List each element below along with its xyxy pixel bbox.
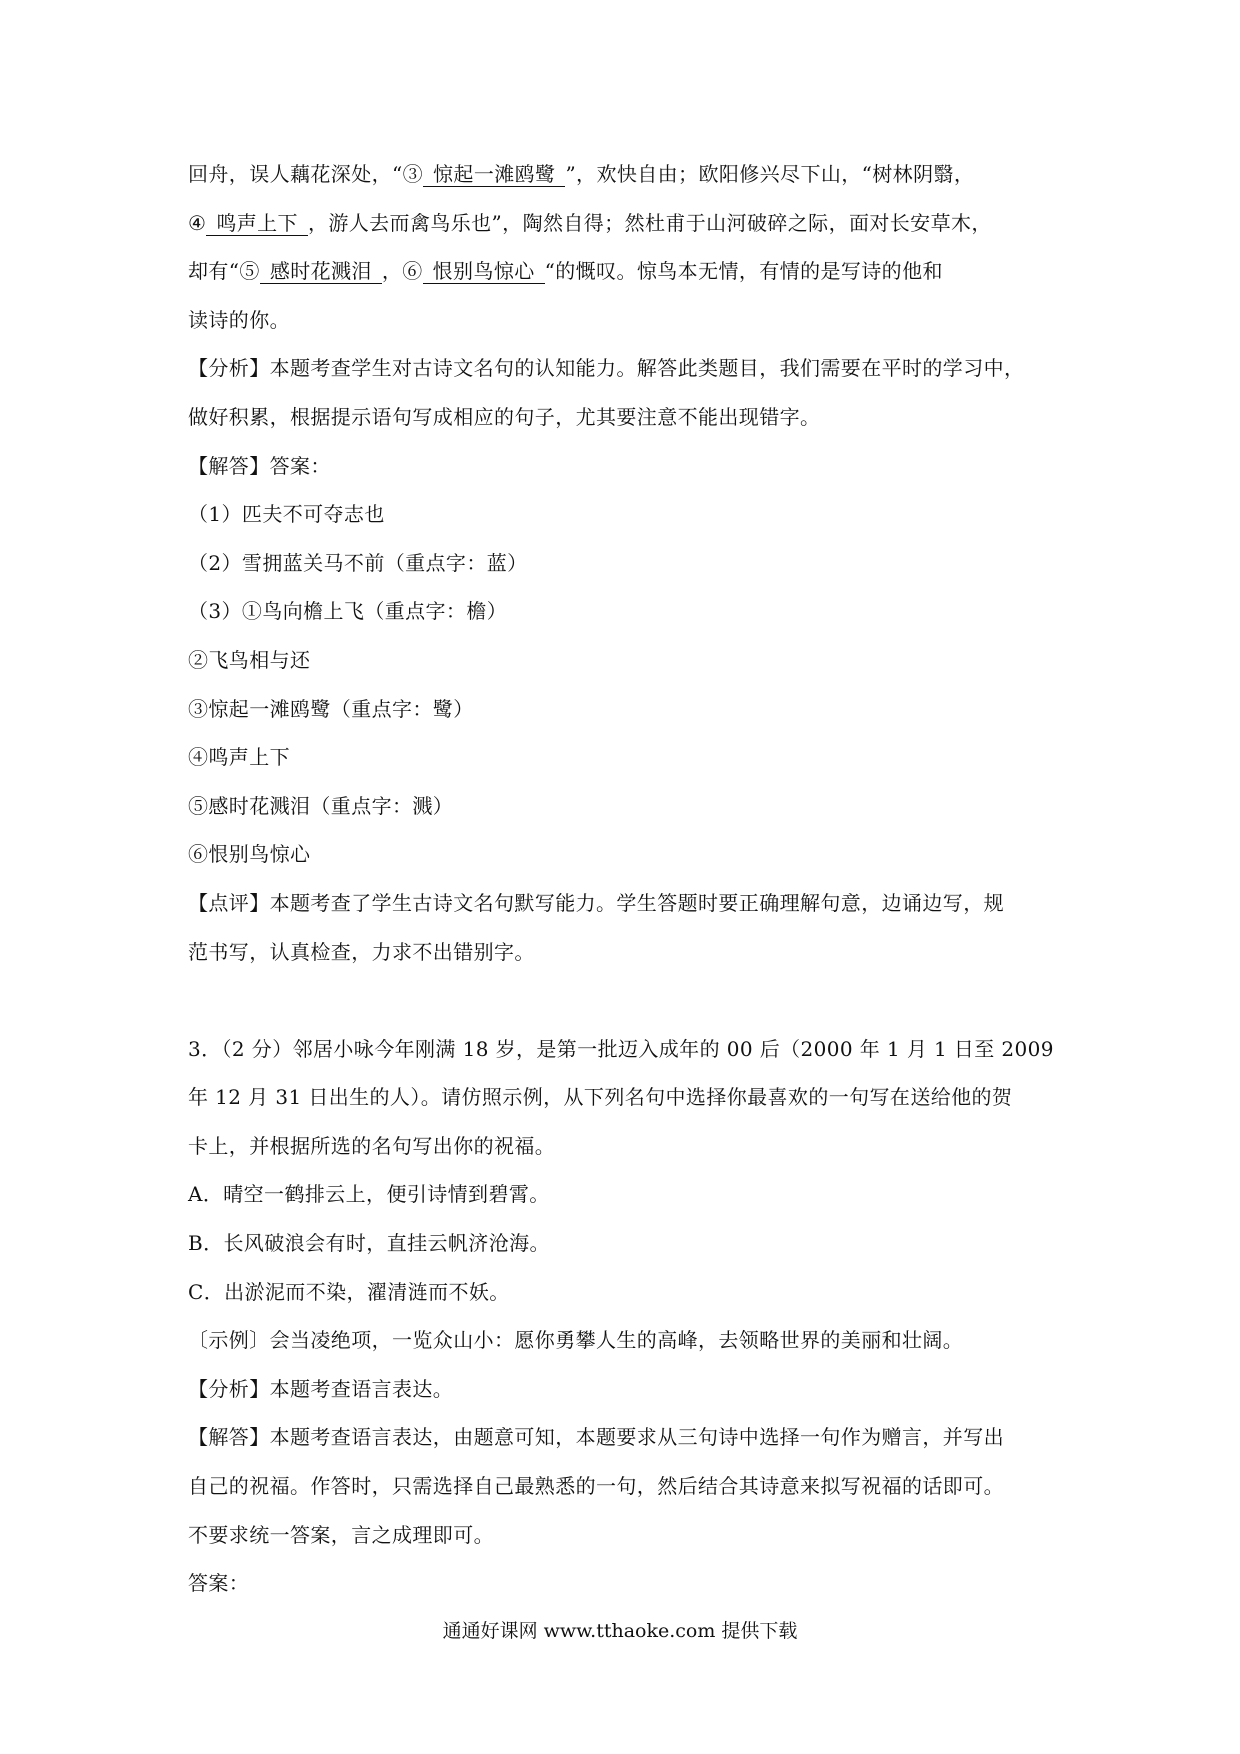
solution-line: 自己的祝福。作答时，只需选择自己最熟悉的一句，然后结合其诗意来拟写祝福的话即可。: [188, 1474, 1004, 1499]
document-body: [188, 150, 1058, 1608]
paragraph-line: 却有“⑤ 感时花溅泪 ，⑥ 恨别鸟惊心 “的慨叹。惊鸟本无情，有情的是写诗的他和: [188, 259, 943, 284]
section-gap: [188, 976, 1058, 1025]
paragraph-line: ④ 鸣声上下 ，游人去而禽鸟乐也”，陶然自得；然杜甫于山河破碎之际，面对长安草木，: [188, 210, 992, 235]
solution-item: ⑤感时花溅泪（重点字：溅）: [188, 793, 454, 818]
blank-answer-5: 感时花溅泪: [260, 259, 382, 284]
blank-answer-4: 鸣声上下: [206, 211, 308, 236]
solution-title: 【解答】答案：: [188, 453, 331, 478]
paragraph-line: 回舟，误人藕花深处，“③ 惊起一滩鸥鹭 ”，欢快自由；欧阳修兴尽下山，“树林阴翳，: [188, 162, 975, 186]
comment-line: 范书写，认真检查，力求不出错别字。: [188, 939, 535, 964]
solution-item: （2）雪拥蓝关马不前（重点字：蓝）: [188, 550, 528, 575]
blank-answer-3: 惊起一滩鸥鹭: [423, 162, 565, 187]
option-b: B．长风破浪会有时，直挂云帆济沧海。: [188, 1231, 550, 1256]
page-footer: 通通好课网 www.tthaoke.com 提供下载: [442, 1620, 798, 1642]
solution-item: ③惊起一滩鸥鹭（重点字：鹭）: [188, 696, 474, 721]
solution-line: 不要求统一答案，言之成理即可。: [188, 1522, 494, 1547]
option-a: A．晴空一鹤排云上，便引诗情到碧霄。: [188, 1182, 550, 1207]
paragraph-line: 读诗的你。: [188, 307, 290, 332]
solution-item: ②飞鸟相与还: [188, 647, 311, 672]
solution-item: （3）①鸟向檐上飞（重点字：檐）: [188, 599, 508, 624]
analysis-line: 做好积累，根据提示语句写成相应的句子，尤其要注意不能出现错字。: [188, 404, 821, 429]
question-line: 年 12 月 31 日出生的人）。请仿照示例，从下列名句中选择你最喜欢的一句写在送给他的贺: [188, 1085, 1013, 1110]
blank-answer-6: 恨别鸟惊心: [423, 259, 545, 284]
comment-line: 【点评】本题考查了学生古诗文名句默写能力。学生答题时要正确理解句意，边诵边写，规: [188, 890, 1004, 915]
solution-line: 【解答】本题考查语言表达，由题意可知，本题要求从三句诗中选择一句作为赠言，并写出: [188, 1425, 1004, 1450]
answer-label: 答案：: [188, 1571, 250, 1596]
question-line: 3．（2 分）邻居小咏今年刚满 18 岁，是第一批迈入成年的 00 后（2000 年 1 月 1 日至 2009: [188, 1036, 1054, 1061]
solution-item: ⑥恨别鸟惊心: [188, 842, 311, 867]
example-line: 〔示例〕会当凌绝项，一览众山小：愿你勇攀人生的高峰，去领略世界的美丽和壮阔。: [188, 1328, 964, 1353]
option-c: C．出淤泥而不染，濯清涟而不妖。: [188, 1279, 510, 1304]
solution-item: ④鸣声上下: [188, 745, 290, 770]
analysis-line: 【分析】本题考查语言表达。: [188, 1376, 454, 1401]
solution-item: （1）匹夫不可夺志也: [188, 502, 385, 527]
question-line: 卡上，并根据所选的名句写出你的祝福。: [188, 1133, 556, 1158]
analysis-line: 【分析】本题考查学生对古诗文名句的认知能力。解答此类题目，我们需要在平时的学习中，: [188, 356, 1025, 381]
